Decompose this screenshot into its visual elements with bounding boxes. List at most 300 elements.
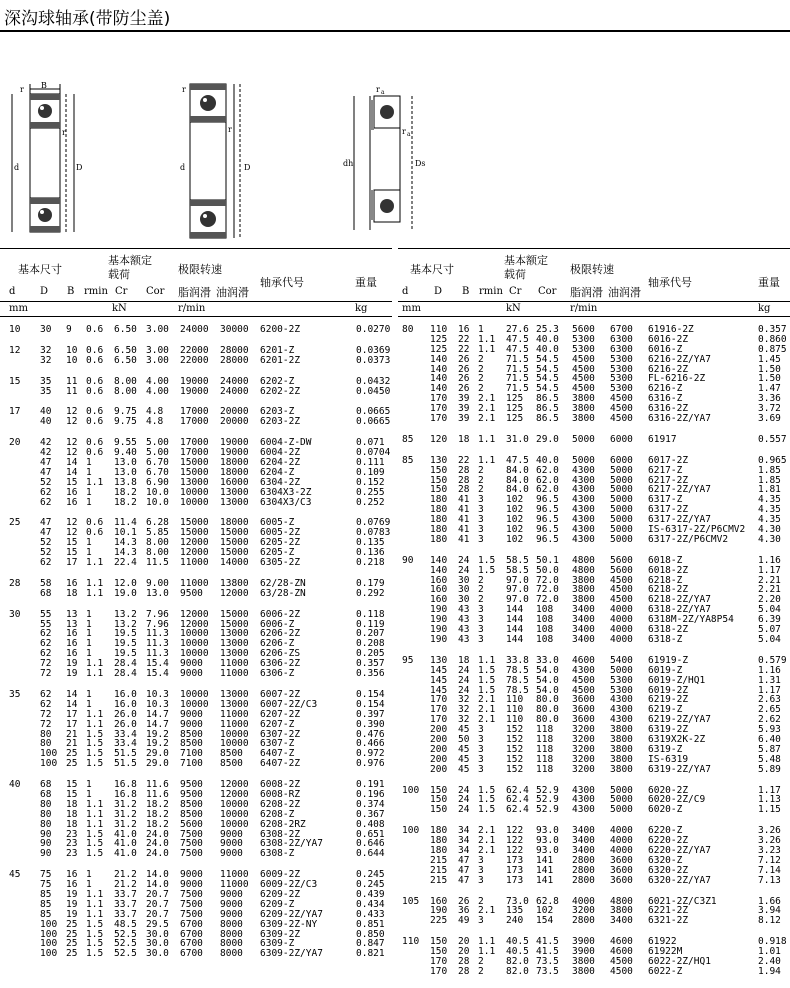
cell-B: 34 xyxy=(458,825,470,837)
cell-D: 100 xyxy=(40,948,58,960)
cell-oil: 5000 xyxy=(610,794,633,806)
cell-rmin: 1.5 xyxy=(86,758,104,770)
cell-code: 6317-Z xyxy=(648,494,683,506)
cell-oil: 15000 xyxy=(220,547,249,559)
cell-D: 52 xyxy=(40,537,52,549)
cell-cor: 5.00 xyxy=(146,437,169,449)
cell-cor: 62.8 xyxy=(536,895,559,907)
cell-B: 45 xyxy=(458,743,470,755)
bore-diameter: 90 xyxy=(402,554,414,566)
bore-group xyxy=(398,556,790,645)
cell-cr: 51.5 xyxy=(114,748,137,760)
cell-grease: 4300 xyxy=(572,514,595,526)
cell-cor: 11.5 xyxy=(146,557,169,569)
cell-D: 150 xyxy=(430,946,448,958)
cell-grease: 3200 xyxy=(572,724,595,736)
cell-D: 30 xyxy=(40,324,52,335)
cell-B: 34 xyxy=(458,844,470,856)
cell-rmin: 1.1 xyxy=(86,718,104,730)
cell-D: 150 xyxy=(430,936,448,948)
cell-B: 28 xyxy=(458,955,470,967)
cell-weight: 0.196 xyxy=(356,788,385,800)
cell-code: 6304X3/C3 xyxy=(260,496,312,508)
cell-oil: 9000 xyxy=(220,888,243,900)
cell-weight: 2.20 xyxy=(758,594,781,606)
cell-rmin: 1 xyxy=(86,869,92,881)
cell-rmin: 3 xyxy=(478,854,484,866)
cell-D: 200 xyxy=(430,753,448,765)
cell-grease: 8500 xyxy=(180,738,203,750)
cell-B: 26 xyxy=(458,353,470,365)
table-row xyxy=(0,498,392,508)
table-row xyxy=(0,669,392,679)
table-header xyxy=(398,248,790,301)
unit-rmin: r/min xyxy=(570,303,598,314)
cell-oil: 15000 xyxy=(220,537,249,549)
cell-D: 150 xyxy=(430,484,448,496)
cell-cor: 72.0 xyxy=(536,584,559,596)
cell-code: 6304-2Z xyxy=(260,476,301,488)
cell-code: 6217-2Z/YA7 xyxy=(648,484,711,496)
cell-grease: 8500 xyxy=(180,808,203,820)
cell-B: 24 xyxy=(458,794,470,806)
cell-code: 6221-2Z xyxy=(648,905,689,917)
bore-group xyxy=(0,870,392,959)
cell-rmin: 1.5 xyxy=(86,938,104,950)
bore-diameter: 15 xyxy=(9,375,21,387)
cell-cor: 29.0 xyxy=(536,433,559,445)
cell-grease: 3200 xyxy=(572,743,595,755)
cell-rmin: 3 xyxy=(478,874,484,886)
cell-D: 72 xyxy=(40,718,52,730)
header-cr: Cr xyxy=(115,286,128,297)
cell-B: 21 xyxy=(66,728,78,740)
cell-cr: 21.2 xyxy=(114,869,137,881)
cell-code: 6202-2Z xyxy=(260,385,301,397)
cell-code: 61916-2Z xyxy=(648,324,694,335)
cell-code: 6209-Z xyxy=(260,898,295,910)
cell-code: 6317-2Z/P6CMV2 xyxy=(648,533,729,545)
cell-cr: 16.8 xyxy=(114,779,137,791)
bore-diameter: 105 xyxy=(402,895,420,907)
cell-cr: 152 xyxy=(506,763,524,775)
cell-grease: 9000 xyxy=(180,879,203,891)
cell-cor: 14.7 xyxy=(146,708,169,720)
cell-cr: 47.5 xyxy=(506,343,529,355)
cell-B: 16 xyxy=(458,324,470,335)
cell-rmin: 1.1 xyxy=(86,798,104,810)
cell-cor: 3.00 xyxy=(146,344,169,356)
cell-D: 72 xyxy=(40,658,52,670)
cell-D: 35 xyxy=(40,385,52,397)
cell-code: 6216-Z xyxy=(648,383,683,395)
cell-cor: 93.0 xyxy=(536,825,559,837)
cell-grease: 5000 xyxy=(572,454,595,466)
cell-oil: 30000 xyxy=(220,324,249,335)
cell-grease: 9500 xyxy=(180,587,203,599)
cell-cr: 9.40 xyxy=(114,447,137,459)
cell-B: 12 xyxy=(66,437,78,449)
cell-rmin: 1 xyxy=(86,638,92,650)
cell-B: 45 xyxy=(458,724,470,736)
cell-weight: 0.207 xyxy=(356,628,385,640)
bore-group xyxy=(398,826,790,885)
cell-rmin: 2 xyxy=(478,955,484,967)
cell-oil: 3600 xyxy=(610,864,633,876)
cell-weight: 1.17 xyxy=(758,784,781,796)
cell-weight: 0.390 xyxy=(356,718,385,730)
header-dims: 基本尺寸 xyxy=(18,263,62,276)
cell-code: 6208-2RZ xyxy=(260,818,306,830)
cell-code: 6020-2Z/C9 xyxy=(648,794,706,806)
cell-code: 6219-2Z xyxy=(648,694,689,706)
cell-B: 11 xyxy=(66,385,78,397)
bore-group xyxy=(0,325,392,335)
cell-code: 6006-Z xyxy=(260,618,295,630)
cell-code: 6209-2Z xyxy=(260,888,301,900)
cell-code: 6017-2Z xyxy=(648,454,689,466)
cell-oil: 4500 xyxy=(610,955,633,967)
cell-cr: 19.5 xyxy=(114,638,137,650)
cell-rmin: 2 xyxy=(478,584,484,596)
cell-code: 6309-2Z/YA7 xyxy=(260,948,323,960)
cell-cr: 8.00 xyxy=(114,375,137,387)
cell-rmin: 1.1 xyxy=(478,333,496,345)
cell-oil: 5000 xyxy=(610,664,633,676)
cell-weight: 0.646 xyxy=(356,838,385,850)
cell-weight: 4.35 xyxy=(758,514,781,526)
cell-weight: 0.218 xyxy=(356,557,385,569)
cell-oil: 5000 xyxy=(610,784,633,796)
cell-B: 20 xyxy=(458,936,470,948)
cell-weight: 0.476 xyxy=(356,728,385,740)
cell-cr: 240 xyxy=(506,915,524,927)
cell-weight: 0.252 xyxy=(356,496,385,508)
cell-cor: 118 xyxy=(536,743,554,755)
cell-rmin: 1 xyxy=(86,628,92,640)
header-rmin: rmin xyxy=(479,286,503,297)
cell-cor: 52.9 xyxy=(536,794,559,806)
cell-rmin: 3 xyxy=(478,533,484,545)
cell-grease: 5000 xyxy=(572,433,595,445)
cell-D: 110 xyxy=(430,324,448,335)
table-row xyxy=(398,414,790,424)
cell-oil: 4000 xyxy=(610,604,633,616)
cell-oil: 24000 xyxy=(220,385,249,397)
table-row xyxy=(0,589,392,599)
cell-cor: 14.0 xyxy=(146,869,169,881)
cell-oil: 3600 xyxy=(610,854,633,866)
cell-D: 130 xyxy=(430,454,448,466)
cell-rmin: 2 xyxy=(478,383,484,395)
header-oil: 油润滑 xyxy=(216,286,249,299)
bore-diameter: 40 xyxy=(9,779,21,791)
cell-D: 85 xyxy=(40,888,52,900)
header-rating-1: 基本额定 xyxy=(108,254,152,267)
cell-cor: 40.0 xyxy=(536,454,559,466)
cell-weight: 0.397 xyxy=(356,708,385,720)
cell-code: 6316-Z xyxy=(648,393,683,405)
cell-cr: 122 xyxy=(506,844,524,856)
cell-cor: 6.28 xyxy=(146,517,169,529)
cell-B: 32 xyxy=(458,694,470,706)
cell-oil: 19000 xyxy=(220,437,249,449)
cell-cr: 11.4 xyxy=(114,517,137,529)
cell-cr: 173 xyxy=(506,874,524,886)
cell-D: 80 xyxy=(40,818,52,830)
cell-cor: 30.0 xyxy=(146,948,169,960)
bore-group xyxy=(0,610,392,679)
cell-code: 6020-Z xyxy=(648,804,683,816)
cell-B: 19 xyxy=(66,908,78,920)
cell-cor: 8.00 xyxy=(146,537,169,549)
cell-B: 41 xyxy=(458,533,470,545)
cell-rmin: 0.6 xyxy=(86,416,104,428)
cell-D: 150 xyxy=(430,464,448,476)
cell-code: 6016-2Z xyxy=(648,333,689,345)
cell-cor: 96.5 xyxy=(536,504,559,516)
cell-B: 18 xyxy=(458,654,470,666)
cell-grease: 13000 xyxy=(180,476,209,488)
cell-cr: 58.5 xyxy=(506,564,529,576)
cell-cor: 24.0 xyxy=(146,838,169,850)
cell-D: 80 xyxy=(40,798,52,810)
cell-code: 6319-Z xyxy=(648,743,683,755)
cell-cr: 52.5 xyxy=(114,928,137,940)
cell-B: 49 xyxy=(458,915,470,927)
cell-grease: 3200 xyxy=(572,733,595,745)
cell-cr: 14.3 xyxy=(114,547,137,559)
cell-cor: 11.6 xyxy=(146,788,169,800)
cell-D: 120 xyxy=(430,433,448,445)
cell-D: 80 xyxy=(40,728,52,740)
cell-cr: 97.0 xyxy=(506,584,529,596)
cell-grease: 15000 xyxy=(180,527,209,539)
cell-rmin: 2.1 xyxy=(478,905,496,917)
cell-rmin: 1.5 xyxy=(86,738,104,750)
cell-cor: 4.00 xyxy=(146,375,169,387)
cell-B: 19 xyxy=(66,898,78,910)
cell-rmin: 1.5 xyxy=(478,664,496,676)
cell-grease: 10000 xyxy=(180,638,209,650)
cell-code: 6018-Z xyxy=(648,554,683,566)
cell-code: 6204-2Z xyxy=(260,457,301,469)
cell-oil: 15000 xyxy=(220,618,249,630)
cell-grease: 9000 xyxy=(180,718,203,730)
cell-rmin: 2 xyxy=(478,895,484,907)
cell-oil: 11000 xyxy=(220,879,249,891)
cell-oil: 3800 xyxy=(610,763,633,775)
cell-D: 47 xyxy=(40,466,52,478)
cell-rmin: 1 xyxy=(86,457,92,469)
header-speed: 极限转速 xyxy=(570,263,614,276)
cell-code: 6019-Z xyxy=(648,664,683,676)
cell-B: 16 xyxy=(66,638,78,650)
cell-rmin: 0.6 xyxy=(86,385,104,397)
cell-rmin: 1 xyxy=(478,324,484,335)
cell-code: 6203-Z xyxy=(260,406,295,418)
cell-oil: 15000 xyxy=(220,527,249,539)
cell-oil: 5000 xyxy=(610,464,633,476)
cell-weight: 0.0270 xyxy=(356,324,391,335)
cell-grease: 3800 xyxy=(572,393,595,405)
cell-oil: 10000 xyxy=(220,728,249,740)
cell-grease: 9000 xyxy=(180,658,203,670)
cell-code: 6220-2Z/YA7 xyxy=(648,844,711,856)
cell-grease: 24000 xyxy=(180,324,209,335)
table-row xyxy=(0,849,392,859)
cell-oil: 4000 xyxy=(610,614,633,626)
cell-oil: 13800 xyxy=(220,577,249,589)
cell-grease: 9500 xyxy=(180,779,203,791)
cell-B: 12 xyxy=(66,527,78,539)
bore-group xyxy=(0,346,392,366)
header-dims: 基本尺寸 xyxy=(410,263,454,276)
cell-code: 6206-Z xyxy=(260,638,295,650)
cell-B: 15 xyxy=(66,537,78,549)
cell-cr: 26.0 xyxy=(114,718,137,730)
cell-cor: 41.5 xyxy=(536,946,559,958)
cell-B: 30 xyxy=(458,584,470,596)
cell-cr: 84.0 xyxy=(506,474,529,486)
cell-B: 16 xyxy=(66,628,78,640)
cell-grease: 12000 xyxy=(180,618,209,630)
cell-cor: 40.0 xyxy=(536,343,559,355)
cell-oil: 12000 xyxy=(220,788,249,800)
cell-B: 28 xyxy=(458,474,470,486)
cell-cor: 7.96 xyxy=(146,608,169,620)
cell-B: 39 xyxy=(458,403,470,415)
header-d: d xyxy=(402,286,409,297)
cell-cor: 33.0 xyxy=(536,654,559,666)
table-row xyxy=(398,967,790,977)
cell-cor: 141 xyxy=(536,864,554,876)
cell-B: 23 xyxy=(66,828,78,840)
cell-grease: 3600 xyxy=(572,694,595,706)
cell-cor: 14.0 xyxy=(146,879,169,891)
cell-code: 6308-2Z xyxy=(260,828,301,840)
cell-rmin: 1.5 xyxy=(478,794,496,806)
cell-grease: 10000 xyxy=(180,688,209,700)
label-d-inner: d xyxy=(180,163,186,172)
cell-weight: 6.39 xyxy=(758,614,781,626)
cell-weight: 0.0450 xyxy=(356,385,391,397)
cell-code: 6305-2Z xyxy=(260,557,301,569)
cell-cor: 10.0 xyxy=(146,486,169,498)
cell-D: 62 xyxy=(40,628,52,640)
cell-cr: 144 xyxy=(506,604,524,616)
cell-B: 50 xyxy=(458,733,470,745)
cell-cr: 6.50 xyxy=(114,324,137,335)
cell-cor: 54.0 xyxy=(536,674,559,686)
table-body xyxy=(398,325,790,977)
header-speed: 极限转速 xyxy=(178,263,222,276)
cell-cr: 102 xyxy=(506,524,524,536)
cell-grease: 3400 xyxy=(572,835,595,847)
cell-B: 23 xyxy=(66,848,78,860)
cell-oil: 9000 xyxy=(220,848,243,860)
cell-weight: 8.12 xyxy=(758,915,781,927)
unit-mm: mm xyxy=(402,303,421,314)
table-row xyxy=(398,535,790,545)
cell-oil: 13000 xyxy=(220,638,249,650)
cell-oil: 4300 xyxy=(610,704,633,716)
cell-oil: 13000 xyxy=(220,628,249,640)
label-dh: dh xyxy=(343,159,354,168)
cell-weight: 1.15 xyxy=(758,804,781,816)
cell-weight: 0.152 xyxy=(356,476,385,488)
cell-B: 26 xyxy=(458,383,470,395)
cell-D: 140 xyxy=(430,373,448,385)
cell-weight: 4.35 xyxy=(758,504,781,516)
cell-cr: 152 xyxy=(506,753,524,765)
cell-oil: 19000 xyxy=(220,447,249,459)
cell-grease: 4300 xyxy=(572,533,595,545)
cell-cor: 86.5 xyxy=(536,413,559,425)
cell-code: IS-6319 xyxy=(648,753,689,765)
cell-cr: 16.0 xyxy=(114,698,137,710)
cell-cor: 24.0 xyxy=(146,848,169,860)
cell-B: 24 xyxy=(458,784,470,796)
cell-weight: 0.976 xyxy=(356,758,385,770)
cell-oil: 4500 xyxy=(610,584,633,596)
cell-code: 6008-2Z xyxy=(260,779,301,791)
cell-cr: 27.6 xyxy=(506,324,529,335)
cell-rmin: 1.1 xyxy=(478,433,496,445)
cell-grease: 3800 xyxy=(572,965,595,977)
bore-diameter: 17 xyxy=(9,406,21,418)
cell-oil: 5000 xyxy=(610,514,633,526)
cell-oil: 8500 xyxy=(220,748,243,760)
cell-oil: 28000 xyxy=(220,354,249,366)
cell-rmin: 2 xyxy=(478,574,484,586)
cell-grease: 4500 xyxy=(572,684,595,696)
cell-B: 24 xyxy=(458,804,470,816)
cell-D: 140 xyxy=(430,564,448,576)
cell-D: 58 xyxy=(40,577,52,589)
cell-weight: 2.40 xyxy=(758,955,781,967)
cell-rmin: 1 xyxy=(86,648,92,660)
cell-cor: 102 xyxy=(536,905,554,917)
cell-code: 6316-2Z/YA7 xyxy=(648,413,711,425)
cell-cr: 10.1 xyxy=(114,527,137,539)
cell-B: 25 xyxy=(66,938,78,950)
cell-weight: 0.0373 xyxy=(356,354,391,366)
cell-B: 24 xyxy=(458,664,470,676)
cell-cor: 52.9 xyxy=(536,804,559,816)
cell-D: 62 xyxy=(40,688,52,700)
cell-cor: 72.0 xyxy=(536,594,559,606)
cell-cor: 8.00 xyxy=(146,547,169,559)
cell-cr: 102 xyxy=(506,504,524,516)
header-rating-2: 载荷 xyxy=(108,268,130,281)
cell-oil: 10000 xyxy=(220,738,249,750)
cell-grease: 5300 xyxy=(572,333,595,345)
cell-rmin: 1.5 xyxy=(86,728,104,740)
cell-cr: 122 xyxy=(506,835,524,847)
cell-cor: 10.3 xyxy=(146,688,169,700)
cell-code: 6009-2Z/C3 xyxy=(260,879,318,891)
cell-rmin: 1 xyxy=(86,608,92,620)
cell-B: 24 xyxy=(458,684,470,696)
label-ra: r xyxy=(376,85,380,94)
cell-weight: 0.579 xyxy=(758,654,787,666)
cell-weight: 0.292 xyxy=(356,587,385,599)
cell-oil: 9000 xyxy=(220,828,243,840)
cell-weight: 3.26 xyxy=(758,835,781,847)
cell-cr: 13.0 xyxy=(114,466,137,478)
cell-cor: 108 xyxy=(536,633,554,645)
